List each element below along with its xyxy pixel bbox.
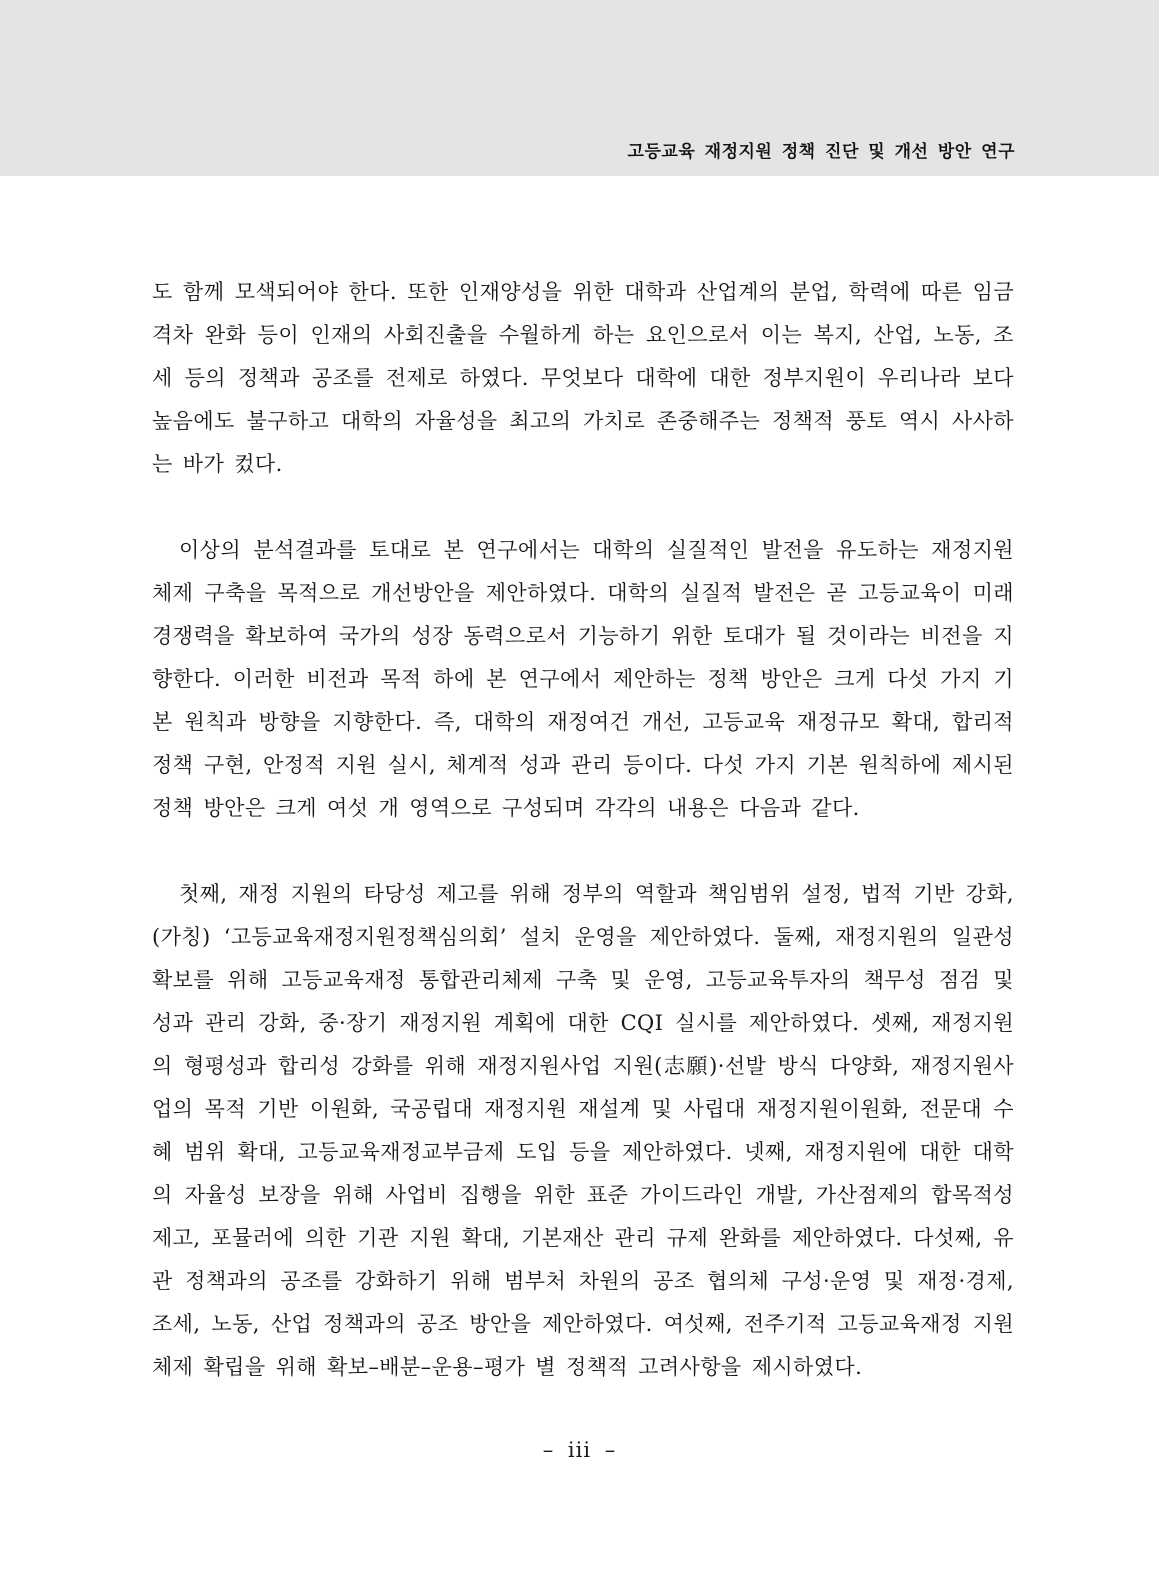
body-paragraph: 이상의 분석결과를 토대로 본 연구에서는 대학의 실질적인 발전을 유도하는 재정지원 체제 구축을 목적으로 개선방안을 제안하였다. 대학의 실질적 발전은 곧 고등교육이 미래경쟁력을 확보하여 국가의 성장 동력으로서 기능하기 위한 토대가 될 것이라는 비전을 지향한다. 이러한 비전과 목적 하에 본 연구에서 제안하는 정책 방안은 크게 다섯 가지 기본 원칙과 방향을 지향한다. 즉, 대학의 재정여건 개선, 고등교육 재정규모 확대, 합리적 정책 구현, 안정적 지원 실시, 체계적 성과 관리 등이다. 다섯 가지 기본 원칙하에 제시된 정책 방안은 크게 여섯 개 영역으로 구성되며 각각의 내용은 다음과 같다.: [152, 538, 1014, 820]
body-paragraph: 도 함께 모색되어야 한다. 또한 인재양성을 위한 대학과 산업계의 분업, 학력에 따른 임금격차 완화 등이 인재의 사회진출을 수월하게 하는 요인으로서 이는 복지, 산업, 노동, 조세 등의 정책과 공조를 전제로 하였다. 무엇보다 대학에 대한 정부지원이 우리나라 보다 높음에도 불구하고 대학의 자율성을 최고의 가치로 존중해주는 정책적 풍토 역시 사사하는 바가 컸다.: [152, 280, 1014, 476]
body-paragraph: 첫째, 재정 지원의 타당성 제고를 위해 정부의 역할과 책임범위 설정, 법적 기반 강화, (가칭) ‘고등교육재정지원정책심의회’ 설치 운영을 제안하였다. 둘째, 재정지원의 일관성 확보를 위해 고등교육재정 통합관리체제 구축 및 운영, 고등교육투자의 책무성 점검 및 성과 관리 강화, 중·장기 재정지원 계획에 대한 CQI 실시를 제안하였다. 셋째, 재정지원의 형평성과 합리성 강화를 위해 재정지원사업 지원(志願)·선발 방식 다양화, 재정지원사업의 목적 기반 이원화, 국공립대 재정지원 재설계 및 사립대 재정지원이원화, 전문대 수혜 범위 확대, 고등교육재정교부금제 도입 등을 제안하였다. 넷째, 재정지원에 대한 대학의 자율성 보장을 위해 사업비 집행을 위한 표준 가이드라인 개발, 가산점제의 합목적성 제고, 포뮬러에 의한 기관 지원 확대, 기본재산 관리 규제 완화를 제안하였다. 다섯째, 유관 정책과의 공조를 강화하기 위해 범부처 차원의 공조 협의체 구성·운영 및 재정·경제, 조세, 노동, 산업 정책과의 공조 방안을 제안하였다. 여섯째, 전주기적 고등교육재정 지원 체제 확립을 위해 확보–배분–운용–평가 별 정책적 고려사항을 제시하였다.: [152, 882, 1014, 1379]
page-number: – iii –: [542, 1438, 617, 1462]
running-head-title: 고등교육 재정지원 정책 진단 및 개선 방안 연구: [627, 142, 1015, 162]
document-body: [152, 176, 1014, 1432]
page-header-band: [0, 0, 1159, 176]
